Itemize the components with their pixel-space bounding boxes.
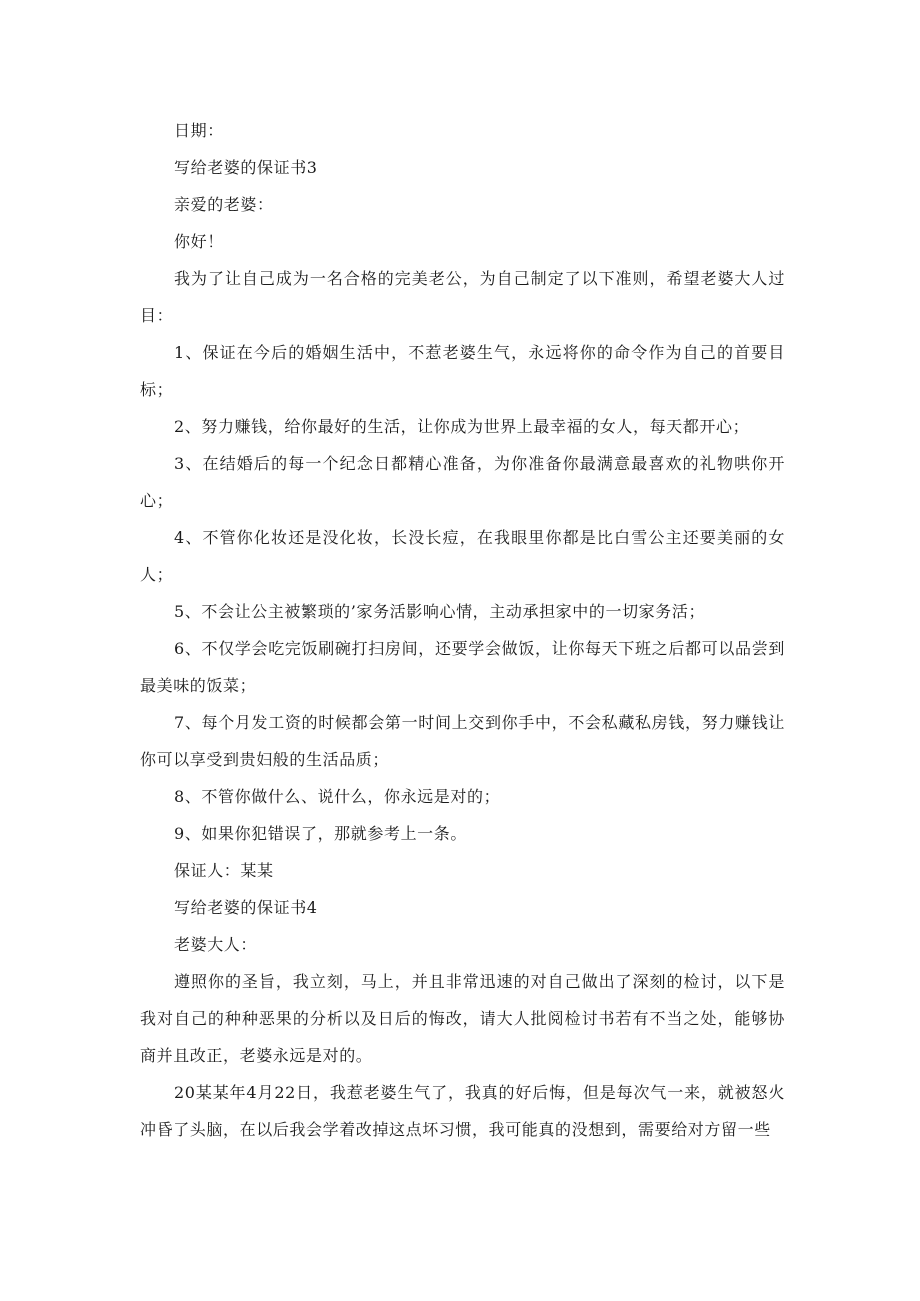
document-body xyxy=(140,112,785,1148)
pledge-item-2: 2、努力赚钱，给你最好的生活，让你成为世界上最幸福的女人，每天都开心； xyxy=(174,417,750,436)
date-line: 日期： xyxy=(174,121,224,140)
salutation-2: 老婆大人： xyxy=(174,935,258,954)
body-paragraph-1: 遵照你的圣旨，我立刻，马上，并且非常迅速的对自己做出了深刻的检讨，以下是我对自己的种种恶果的分析以及日后的悔改，请大人批阅检讨书若有不当之处，能够协商并且改正，老婆永远是对的。 xyxy=(140,972,785,1065)
guarantor-line: 保证人：某某 xyxy=(174,861,274,880)
body-paragraph-2: 20某某年4月22日，我惹老婆生气了，我真的好后悔，但是每次气一来，就被怒火冲昏了头脑，在以后我会学着改掉这点坏习惯，我可能真的没想到，需要给对方留一些 xyxy=(140,1083,785,1139)
intro-paragraph: 我为了让自己成为一名合格的完美老公，为自己制定了以下准则，希望老婆大人过目： xyxy=(140,269,785,325)
pledge-item-9: 9、如果你犯错误了，那就参考上一条。 xyxy=(174,824,467,843)
pledge-item-5: 5、不会让公主被繁琐的’家务活影响心情，主动承担家中的一切家务活； xyxy=(174,602,706,621)
section-title-3: 写给老婆的保证书3 xyxy=(174,158,318,177)
pledge-item-1: 1、保证在今后的婚姻生活中，不惹老婆生气，永远将你的命令作为自己的首要目标； xyxy=(140,343,785,399)
pledge-item-3: 3、在结婚后的每一个纪念日都精心准备，为你准备你最满意最喜欢的礼物哄你开心； xyxy=(140,454,785,510)
pledge-item-6: 6、不仅学会吃完饭刷碗打扫房间，还要学会做饭，让你每天下班之后都可以品尝到最美味的饭菜； xyxy=(140,639,785,695)
pledge-item-7: 7、每个月发工资的时候都会第一时间上交到你手中，不会私藏私房钱，努力赚钱让你可以享受到贵妇般的生活品质； xyxy=(140,713,785,769)
pledge-item-4: 4、不管你化妆还是没化妆，长没长痘，在我眼里你都是比白雪公主还要美丽的女人； xyxy=(140,528,785,584)
salutation: 亲爱的老婆： xyxy=(174,195,274,214)
pledge-item-8: 8、不管你做什么、说什么，你永远是对的； xyxy=(174,787,501,806)
section-title-4: 写给老婆的保证书4 xyxy=(174,898,318,917)
greeting: 你好！ xyxy=(174,232,224,251)
